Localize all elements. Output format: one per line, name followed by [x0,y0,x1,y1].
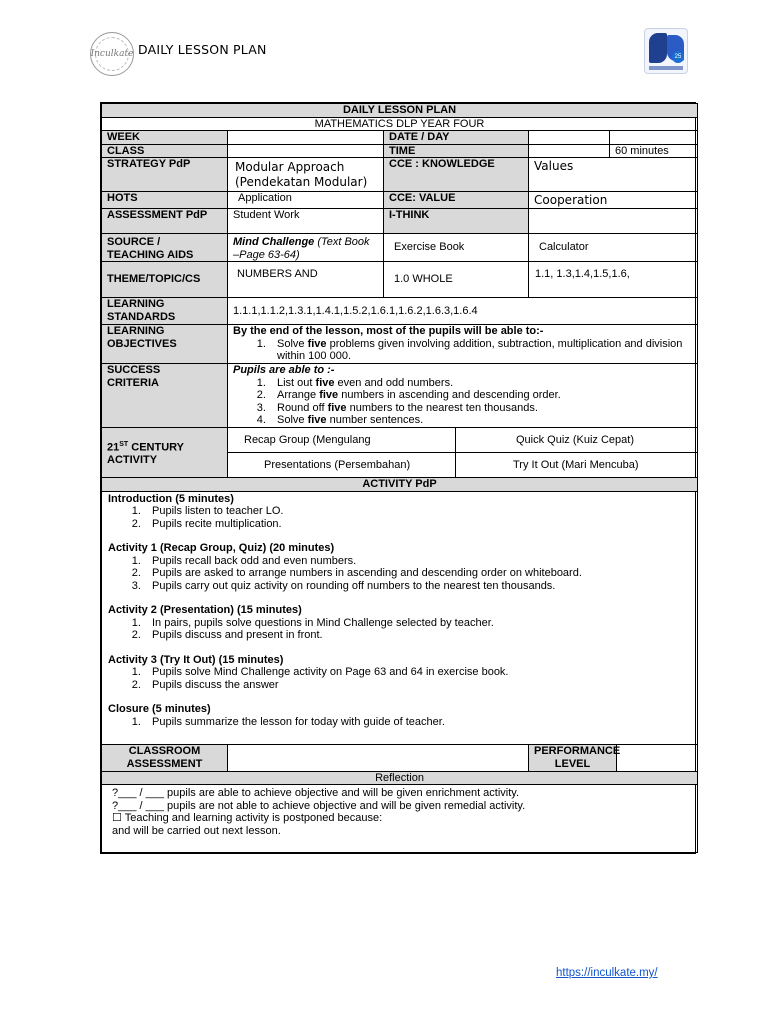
assessment-label: ASSESSMENT PdP [102,209,228,234]
activity-section [108,604,691,642]
activity-step: 1. Pupils listen to teacher LO. [144,505,691,518]
inculkate-logo [90,32,134,76]
activity-steps [144,716,691,729]
century-act-1: Recap Group (Mengulang [228,428,456,453]
doc-title: DAILY LESSON PLAN [102,104,698,118]
source-aid-3: Calculator [529,234,698,262]
header-title: DAILY LESSON PLAN [138,42,267,57]
sc-list [269,377,692,427]
performance-field[interactable] [617,744,698,771]
lo-list [269,338,692,363]
ls-label: LEARNING STANDARDS [102,298,228,325]
strategy-label: STRATEGY PdP [102,158,228,192]
lo-intro: By the end of the lesson, most of the pupils will be able to:- [233,325,544,337]
reflection-line: ?___ / ___ pupils are able to achieve objective and will be given enrichment activity. [112,787,520,799]
classroom-field[interactable] [228,744,529,771]
activity-step: 2. Pupils are asked to arrange numbers in ascending and descending order on whiteboard. [144,567,691,580]
logo-badge: 25 [672,51,684,63]
activity-step: 2. Pupils discuss and present in front. [144,629,691,642]
cce-knowledge-value: Values [529,158,698,192]
ministry-logo [644,28,688,74]
theme-value: NUMBERS AND [228,262,384,298]
lesson-plan-table [101,103,698,853]
class-label: CLASS [102,144,228,158]
sc-intro: Pupils are able to :- [233,364,335,376]
sc-item: 3. Round off five numbers to the nearest ten thousands. [269,402,692,415]
activity-step: 1. Pupils summarize the lesson for today with guide of teacher. [144,716,691,729]
activity-section [108,703,691,728]
sc-value [228,364,698,428]
activity-section-title: Activity 3 (Try It Out) (15 minutes) [108,653,284,666]
reflection-line: and will be carried out next lesson. [112,824,281,837]
lo-label: LEARNING OBJECTIVES [102,325,228,364]
sc-label: SUCCESS CRITERIA [102,364,228,428]
source-value: Mind Challenge (Text Book –Page 63-64) [228,234,384,262]
week-label: WEEK [102,131,228,145]
source-label: SOURCE / TEACHING AIDS [102,234,228,262]
sc-item: 2. Arrange five numbers in ascending and descending order. [269,389,692,402]
sc-item: 1. List out five even and odd numbers. [269,377,692,390]
class-field[interactable] [228,144,384,158]
activity-section-title: Introduction (5 minutes) [108,492,234,505]
assessment-value: Student Work [228,209,384,234]
time-duration: 60 minutes [610,144,698,158]
ls-value: 1.1.1,1.1.2,1.3.1,1.4.1,1.5.2,1.6.1,1.6.2,1.6.3,1.6.4 [228,298,698,325]
century-act-2: Quick Quiz (Kuiz Cepat) [456,428,698,453]
date-field-2[interactable] [610,131,698,145]
cce-knowledge-label: CCE : KNOWLEDGE [384,158,529,192]
activity-section [108,654,691,692]
reflection-header: Reflection [102,771,698,785]
strategy-value: Modular Approach (Pendekatan Modular) [228,158,384,192]
activity-section-title: Closure (5 minutes) [108,703,211,715]
date-field[interactable] [529,131,610,145]
performance-label: PERFORMANCE LEVEL [529,744,617,771]
reflection-line: ☐ Teaching and learning activity is postponed because: [112,812,383,824]
reflection-line: ?___ / ___ pupils are not able to achieve objective and will be given remedial activity. [112,799,526,812]
activity-step: 2. Pupils recite multiplication. [144,518,691,531]
activity-steps [144,617,691,642]
activity-step: 1. Pupils recall back odd and even numbers. [144,555,691,568]
cs-value: 1.1, 1.3,1.4,1.5,1.6, [529,262,698,298]
logo-mark: Inculkate [95,37,129,71]
lo-item: 1. Solve five problems given involving addition, subtraction, multiplication and division within 100 000. [269,338,692,363]
activity-section [108,493,691,531]
theme-label: THEME/TOPIC/CS [102,262,228,298]
classroom-label: CLASSROOM ASSESSMENT [102,744,228,771]
activity-steps [144,505,691,530]
sc-item: 4. Solve five number sentences. [269,414,692,427]
activity-content [102,491,698,744]
source-aid-2: Exercise Book [384,234,529,262]
ithink-value[interactable] [529,209,698,234]
activity-section-title: Activity 2 (Presentation) (15 minutes) [108,604,302,616]
week-field[interactable] [228,131,384,145]
lo-value [228,325,698,364]
century-label: 21ST CENTURY ACTIVITY [102,428,228,478]
century-act-3: Presentations (Persembahan) [228,453,456,478]
ithink-label: I-THINK [384,209,529,234]
footer-link[interactable]: https://inculkate.my/ [556,967,658,979]
cce-value-label: CCE: VALUE [384,192,529,209]
date-label: DATE / DAY [384,131,529,145]
activity-steps [144,555,691,593]
hots-label: HOTS [102,192,228,209]
activity-section [108,542,691,592]
lesson-plan-document [100,102,696,854]
activity-section-title: Activity 1 (Recap Group, Quiz) (20 minutes) [108,542,335,554]
hots-value: Application [228,192,384,209]
time-field[interactable] [529,144,610,158]
time-label: TIME [384,144,529,158]
activity-step: 2. Pupils discuss the answer [144,679,691,692]
cce-value-value: Cooperation [529,192,698,209]
activity-step: 1. Pupils solve Mind Challenge activity on Page 63 and 64 in exercise book. [144,666,691,679]
activity-steps [144,666,691,691]
century-act-4: Try It Out (Mari Mencuba) [456,453,698,478]
activity-step: 1. In pairs, pupils solve questions in Mind Challenge selected by teacher. [144,617,691,630]
reflection-content [102,785,698,853]
page-header [90,28,690,76]
activity-step: 3. Pupils carry out quiz activity on rounding off numbers to the nearest ten thousands. [144,580,691,593]
topic-value: 1.0 WHOLE [384,262,529,298]
doc-subtitle: MATHEMATICS DLP YEAR FOUR [102,117,698,131]
activity-header: ACTIVITY PdP [102,478,698,492]
